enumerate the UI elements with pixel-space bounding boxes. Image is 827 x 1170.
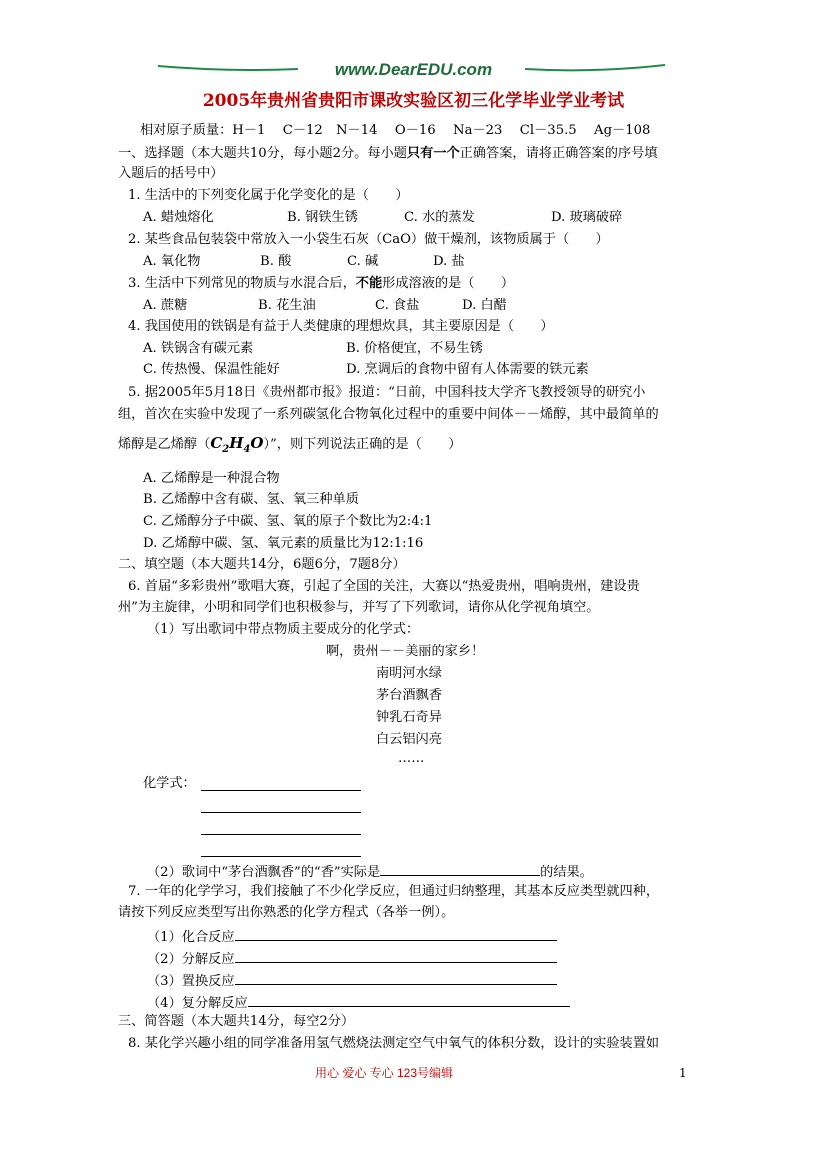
q3-option-a: A. 蔗糖 <box>143 298 188 313</box>
section1-heading-b: 正确答案，请将正确答案的序号填 <box>459 146 658 161</box>
lyric-line: 南明河水绿 <box>376 666 442 681</box>
q7-line2: 请按下列反应类型写出你熟悉的化学方程式（各举一例）。 <box>118 905 455 920</box>
formula-label: 化学式： <box>143 776 196 791</box>
equation-answer-blank[interactable] <box>235 948 557 963</box>
formula-c: C <box>210 434 223 452</box>
q4-option-c: C. 传热慢、保温性能好 <box>143 362 280 377</box>
q3-option-b: B. 花生油 <box>258 298 316 313</box>
q2-option-d: D. 盐 <box>433 254 465 269</box>
q4-option-a: A. 铁锅含有碳元素 <box>143 341 254 356</box>
q5-option-b: B. 乙烯醇中含有碳、氢、氧三种单质 <box>143 492 359 507</box>
q3-stem-bold: 不能 <box>355 276 383 291</box>
q6-sub2-b: 的结果。 <box>540 865 593 880</box>
q2-option-b: B. 酸 <box>260 254 292 269</box>
site-watermark: www.DearEDU.com <box>334 60 493 79</box>
q1-option-c: C. 水的蒸发 <box>404 210 475 225</box>
section3-heading: 三、简答题（本大题共14分，每空2分） <box>118 1014 355 1029</box>
q5-line1: 5. 据2005年5月18日《贵州都市报》报道：“日前，中国科技大学齐飞教授领导的研究小 <box>128 385 646 400</box>
section1-heading <box>118 145 657 163</box>
formula-h-sub: 4 <box>243 444 251 455</box>
page-title: 2005年贵州省贵阳市课改实验区初三化学毕业学业考试 <box>202 91 625 111</box>
formula-h: H <box>229 434 244 452</box>
atomic-mass-line: 相对原子质量：H－1 C－12 N－14 O－16 Na－23 Cl－35.5 Ag－108 <box>140 123 651 138</box>
q5-line3 <box>118 434 461 459</box>
vinyl-alcohol-formula <box>210 434 264 455</box>
q1-option-a: A. 蜡烛熔化 <box>143 210 214 225</box>
q2-option-a: A. 氧化物 <box>143 254 201 269</box>
q1-option-b: B. 钢铁生锈 <box>287 210 358 225</box>
q6-sub2-a: （2）歌词中“茅台酒飘香”的“香”实际是 <box>147 865 381 880</box>
section1-heading-line2: 入题后的括号中） <box>118 166 224 181</box>
q6-line2: 州”为主旋律，小明和同学们也积极参与，并写了下列歌词，请你从化学视角填空。 <box>118 600 600 615</box>
formula-o: O <box>250 434 264 452</box>
q5-line3-b: ）”，则下列说法正确的是（ ） <box>263 437 462 452</box>
q3-option-d: D. 白醋 <box>462 298 507 313</box>
page-number: 1 <box>679 1066 687 1080</box>
formula-answer-blank[interactable] <box>201 812 361 813</box>
formula-c-sub: 2 <box>222 444 230 455</box>
section2-heading: 二、填空题（本大题共14分，6题6分，7题8分） <box>118 557 406 572</box>
q7-item-double-decomposition <box>147 992 570 1013</box>
fragrance-answer-blank[interactable] <box>380 861 540 876</box>
q7-item-combination <box>147 926 557 947</box>
q3-stem <box>128 275 514 293</box>
q4-option-d: D. 烹调后的食物中留有人体需要的铁元素 <box>346 362 589 377</box>
q7-item-decomposition <box>147 948 557 969</box>
lyric-line: 钟乳石奇异 <box>376 710 442 725</box>
equation-answer-blank[interactable] <box>235 970 557 985</box>
q1-option-d: D. 玻璃破碎 <box>551 210 623 225</box>
q8-line1: 8. 某化学兴趣小组的同学准备用氢气燃烧法测定空气中氧气的体积分数，设计的实验装置如 <box>128 1036 660 1051</box>
formula-answer-blank[interactable] <box>201 834 361 835</box>
section1-heading-bold: 只有一个 <box>406 146 460 161</box>
q2-option-c: C. 碱 <box>347 254 379 269</box>
formula-answer-blank[interactable] <box>201 790 361 791</box>
q5-option-d: D. 乙烯醇中碳、氢、氧元素的质量比为12:1:16 <box>143 536 424 551</box>
q5-option-a: A. 乙烯醇是一种混合物 <box>143 471 280 486</box>
equation-answer-blank[interactable] <box>248 992 570 1007</box>
q5-option-c: C. 乙烯醇分子中碳、氢、氧的原子个数比为2:4:1 <box>143 514 433 529</box>
q3-option-c: C. 食盐 <box>375 298 420 313</box>
q7-item-displacement <box>147 970 557 991</box>
q7-item-label: （3）置换反应 <box>147 974 235 989</box>
q7-item-label: （1）化合反应 <box>147 930 235 945</box>
q7-item-label: （2）分解反应 <box>147 952 235 967</box>
q3-stem-a: 3. 生活中下列常见的物质与水混合后， <box>128 276 356 291</box>
footer-text: 用心 爱心 专心 123号编辑 <box>315 1066 454 1080</box>
lyric-ellipsis: …… <box>398 751 425 766</box>
q2-stem: 2. 某些食品包装袋中常放入一小袋生石灰（CaO）做干燥剂，该物质属于（ ） <box>128 232 609 247</box>
q4-option-b: B. 价格便宜，不易生锈 <box>346 341 483 356</box>
equation-answer-blank[interactable] <box>235 926 557 941</box>
q5-line2: 组，首次在实验中发现了一系列碳氢化合物氧化过程中的重要中间体－－烯醇，其中最简单的 <box>118 407 659 422</box>
q4-stem: 4. 我国使用的铁锅是有益于人类健康的理想炊具，其主要原因是（ ） <box>128 319 554 334</box>
q5-line3-a: 烯醇是乙烯醇（ <box>118 437 211 452</box>
lyric-line: 啊，贵州－－美丽的家乡！ <box>326 644 485 659</box>
section1-heading-a: 一、选择题（本大题共10分，每小题2分。每小题 <box>118 146 407 161</box>
q6-sub1: （1）写出歌词中带点物质主要成分的化学式： <box>147 622 420 637</box>
q1-stem: 1. 生活中的下列变化属于化学变化的是（ ） <box>128 188 409 203</box>
q7-item-label: （4）复分解反应 <box>147 996 248 1011</box>
q6-line1: 6. 首届“多彩贵州”歌唱大赛，引起了全国的关注，大赛以“热爱贵州，唱响贵州，建设贵 <box>128 579 640 594</box>
header-swoosh-right <box>525 62 665 72</box>
q7-line1: 7. 一年的化学学习，我们接触了不少化学反应，但通过归纳整理，其基本反应类型就四种， <box>128 884 660 899</box>
q3-stem-b: 形成溶液的是（ ） <box>382 276 515 291</box>
q6-sub2 <box>147 861 593 882</box>
formula-answer-blank[interactable] <box>201 856 361 857</box>
lyric-line: 茅台酒飘香 <box>376 688 442 703</box>
lyric-line: 白云铝闪亮 <box>376 732 442 747</box>
